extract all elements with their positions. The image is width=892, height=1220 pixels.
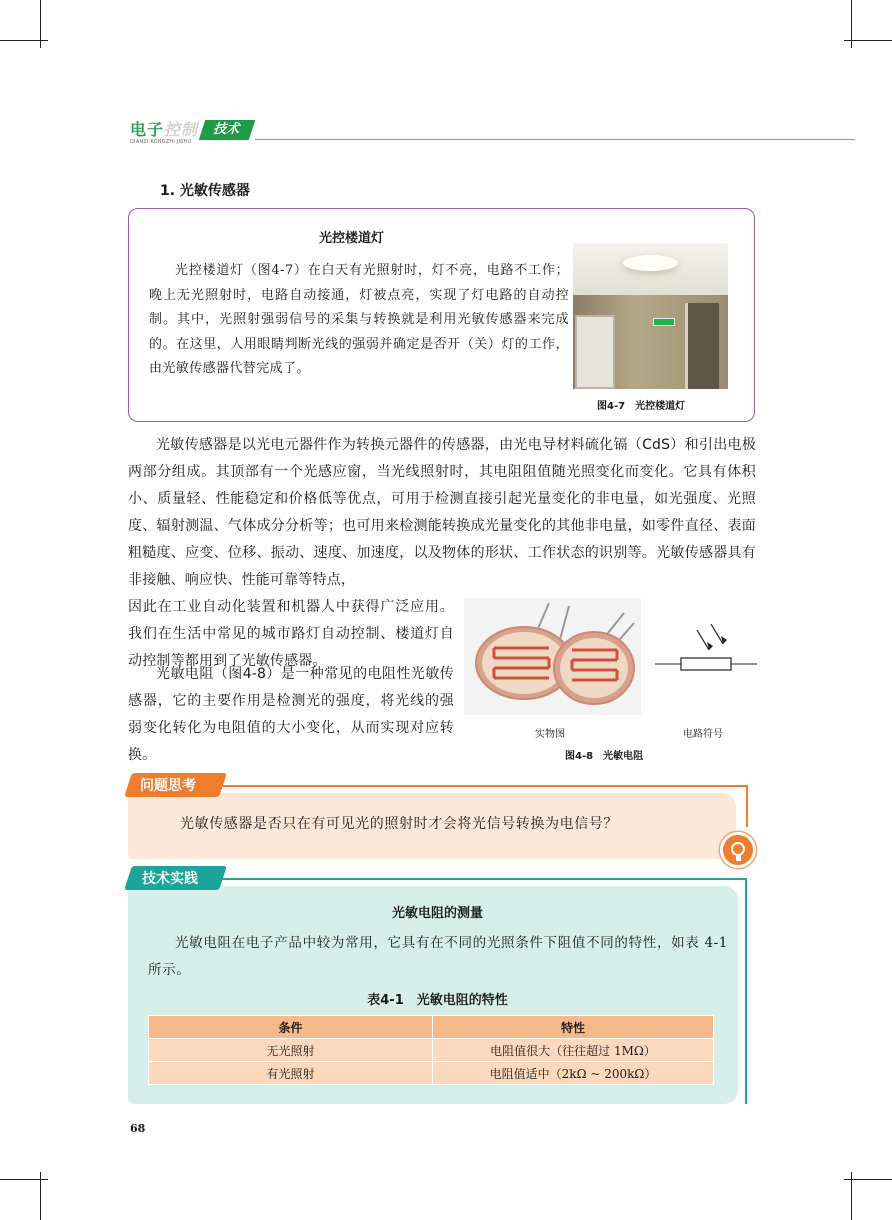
table-row xyxy=(149,1062,714,1085)
paragraph: 因此在工业自动化装置和机器人中获得广泛应用。我们在生活中常见的城市路灯自动控制、楼道灯自动控制等都用到了光敏传感器。 xyxy=(128,599,454,669)
crop-mark xyxy=(844,1179,892,1180)
question-tag-label: 问题思考 xyxy=(140,778,196,794)
paragraph: 光敏电阻（图4-8）是一种常见的电阻性光敏传感器，它的主要作用是检测光的强度，将光线的强弱变化转化为电阻值的大小变化，从而实现对应转换。 xyxy=(128,666,454,763)
logo-subtitle: DIANZI KONGZHI JISHU xyxy=(130,139,192,145)
logo-text-3: 技术 xyxy=(199,120,255,140)
hallway-lamp-photo xyxy=(573,243,728,389)
caption-real: 实物图 xyxy=(535,729,565,740)
crop-mark xyxy=(844,40,892,41)
paragraph: 光敏传感器是以光电元器件作为转换元器件的传感器，由光电导材料硫化镉（CdS）和引出电极两部分组成。其顶部有一个光感应窗，当光线照射时，其电阻阻值随光照变化而变化。它具有体积小、质量轻、性能稳定和价格低等优点，可用于检测直接引起光量变化的非电量，如光强度、光照度、辐射测温、气体成分分析等；也可用来检测能转换成光量变化的其他非电量，如零件直径、表面粗糙度、应变、位移、振动、速度、加速度，以及物体的形状、工作状态的识别等。光敏传感器具有非接触、响应快、性能可靠等特点， xyxy=(128,437,756,588)
caption-symbol: 电路符号 xyxy=(683,729,723,740)
figure-caption: 图4-7 光控楼道灯 xyxy=(597,401,686,412)
logo-text-1: 电子 xyxy=(130,120,165,139)
table-cell: 无光照射 xyxy=(149,1039,433,1062)
page-number: 68 xyxy=(130,1122,146,1135)
table-row xyxy=(149,1039,714,1062)
table-cell: 电阻值很大（往往超过 1MΩ） xyxy=(433,1039,714,1062)
characteristics-table xyxy=(148,1015,714,1085)
question-text: 光敏传感器是否只在有可见光的照射时才会将光信号转换为电信号？ xyxy=(180,816,618,832)
table-title: 表4-1 光敏电阻的特性 xyxy=(367,993,508,1008)
crop-mark xyxy=(0,1179,48,1180)
section-title: 1. 光敏传感器 xyxy=(160,183,250,199)
lightbulb-icon xyxy=(720,832,756,868)
practice-text: 光敏电阻在电子产品中较为常用，它具有在不同的光照条件下阻值不同的特性，如表 4-1 所示。 xyxy=(148,935,728,978)
table-header: 条件 xyxy=(149,1016,433,1039)
table-cell: 电阻值适中（2kΩ ~ 200kΩ） xyxy=(433,1062,714,1085)
figure-caption: 图4-8 光敏电阻 xyxy=(565,751,644,762)
table-header: 特性 xyxy=(433,1016,714,1039)
practice-title: 光敏电阻的测量 xyxy=(391,906,483,921)
story-box xyxy=(128,208,755,422)
logo-text-2: 控制 xyxy=(164,120,199,139)
header-rule xyxy=(255,139,855,140)
practice-tag-label: 技术实践 xyxy=(142,871,198,887)
photoresistor-photo xyxy=(464,598,641,715)
table-header-row xyxy=(149,1016,714,1039)
table-cell: 有光照射 xyxy=(149,1062,433,1085)
crop-mark xyxy=(0,40,48,41)
story-text: 光控楼道灯（图4-7）在白天有光照射时，灯不亮，电路不工作；晚上无光照射时，电路自动接通，灯被点亮，实现了灯电路的自动控制。其中，光照射强弱信号的采集与转换就是利用光敏传感器来完成的。在这里，人用眼睛判断光线的强弱并确定是否开（关）灯的工作，由光敏传感器代替完成了。 xyxy=(149,263,569,376)
story-title: 光控楼道灯 xyxy=(318,231,384,246)
header-logo xyxy=(130,117,260,151)
photoresistor-symbol-icon xyxy=(655,620,757,680)
